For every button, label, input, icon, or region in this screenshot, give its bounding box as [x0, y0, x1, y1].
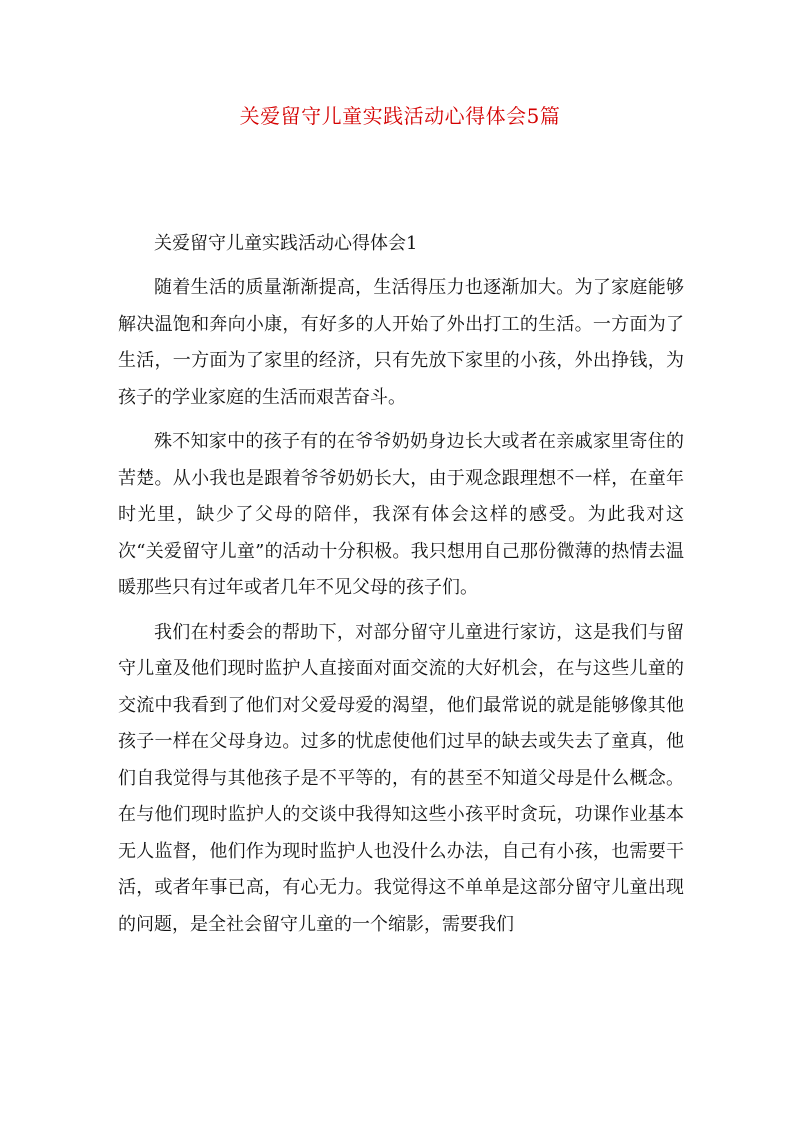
- document-body: [118, 226, 684, 951]
- document-title: 关爱留守儿童实践活动心得体会5篇: [239, 104, 561, 128]
- paragraph: 殊不知家中的孩子有的在爷爷奶奶身边长大或者在亲戚家里寄住的苦楚。从小我也是跟着爷爷奶奶长大，由于观念跟理想不一样，在童年时光里，缺少了父母的陪伴，我深有体会这样的感受。为此我对这次“关爱留守儿童”的活动十分积极。我只想用自己那份微薄的热情去温暖那些只有过年或者几年不见父母的孩子们。: [118, 431, 684, 598]
- paragraph: 我们在村委会的帮助下，对部分留守儿童进行家访，这是我们与留守儿童及他们现时监护人直接面对面交流的大好机会，在与这些儿童的交流中我看到了他们对父爱母爱的渴望，他们最常说的就是能够像其他孩子一样在父母身边。过多的忧虑使他们过早的缺去或失去了童真，他们自我觉得与其他孩子是不平等的，有的甚至不知道父母是什么概念。在与他们现时监护人的交谈中我得知这些小孩平时贪玩，功课作业基本无人监督，他们作为现时监护人也没什么办法，自己有小孩，也需要干活，或者年事已高，有心无力。我觉得这不单单是这部分留守儿童出现的问题，是全社会留守儿童的一个缩影，需要我们: [118, 621, 684, 935]
- section-heading: 关爱留守儿童实践活动心得体会1: [154, 233, 418, 254]
- paragraph: 随着生活的质量渐渐提高，生活得压力也逐渐加大。为了家庭能够解决温饱和奔向小康，有好多的人开始了外出打工的生活。一方面为了生活，一方面为了家里的经济，只有先放下家里的小孩，外出挣钱，为孩子的学业家庭的生活而艰苦奋斗。: [118, 277, 684, 408]
